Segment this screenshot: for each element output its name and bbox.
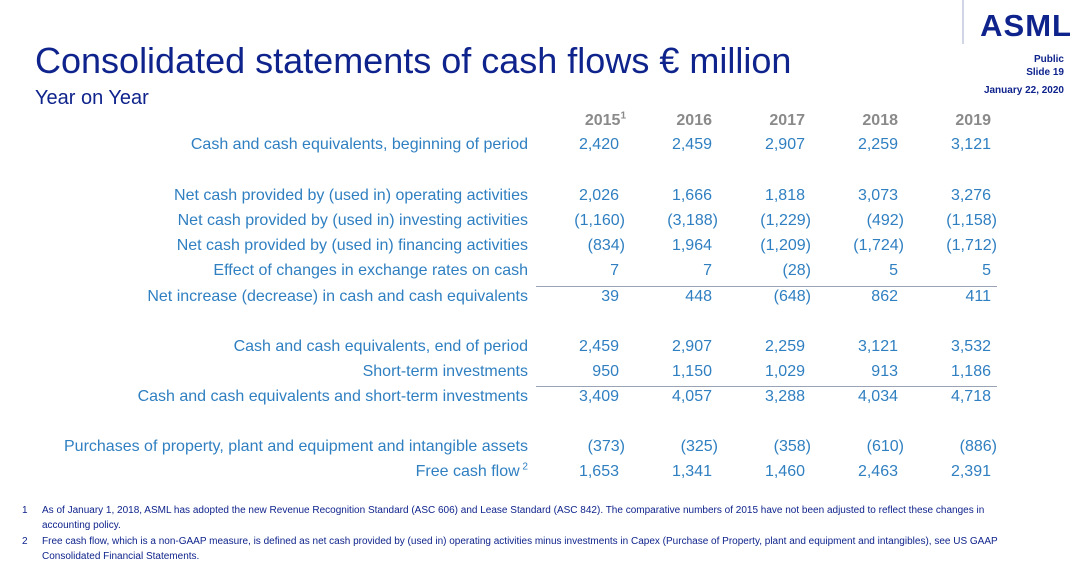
table-row xyxy=(0,388,1080,410)
table-row xyxy=(0,212,1080,234)
footnote-number: 1 xyxy=(22,505,28,516)
row-label: Net cash provided by (used in) financing activities xyxy=(176,237,528,254)
cell-value: 1,150 xyxy=(671,363,712,380)
cell-value: (1,209) xyxy=(760,237,811,254)
cell-value: 1,653 xyxy=(578,463,619,480)
cell-value: 3,121 xyxy=(857,338,898,355)
cell-value: (373) xyxy=(587,438,625,455)
cell-value: 2,420 xyxy=(578,136,619,153)
cell-value: (610) xyxy=(866,438,904,455)
cell-value: 4,718 xyxy=(950,388,991,405)
cell-value: (1,158) xyxy=(946,212,997,229)
cell-value: 2,259 xyxy=(857,136,898,153)
cell-value: (886) xyxy=(959,438,997,455)
cell-value: 1,460 xyxy=(764,463,805,480)
cell-value: 39 xyxy=(601,288,619,305)
row-label: Cash and cash equivalents and short-term investments xyxy=(137,388,528,405)
slide-date: January 22, 2020 xyxy=(983,85,1064,96)
page-subtitle: Year on Year xyxy=(35,87,149,109)
cell-value: (1,712) xyxy=(946,237,997,254)
table-row xyxy=(0,363,1080,385)
column-header-2015 xyxy=(546,112,626,130)
column-year: 2018 xyxy=(862,112,898,129)
cell-value: 1,818 xyxy=(764,187,805,204)
cell-value: 2,259 xyxy=(764,338,805,355)
cell-value: (1,724) xyxy=(853,237,904,254)
slide-number: Slide 19 xyxy=(1026,67,1064,78)
cell-value: 3,532 xyxy=(950,338,991,355)
column-header-2016 xyxy=(632,112,712,130)
table-row xyxy=(0,262,1080,284)
column-header-2019 xyxy=(911,112,991,130)
cell-value: 2,459 xyxy=(578,338,619,355)
cell-value: 1,341 xyxy=(671,463,712,480)
cell-value: (1,229) xyxy=(760,212,811,229)
row-footnote-ref: 2 xyxy=(519,461,528,473)
cell-value: 3,073 xyxy=(857,187,898,204)
page-title: Consolidated statements of cash flows € million xyxy=(35,40,792,81)
cell-value: (358) xyxy=(773,438,811,455)
cell-value: 3,288 xyxy=(764,388,805,405)
cell-value: 5 xyxy=(982,262,991,279)
cell-value: (28) xyxy=(782,262,811,279)
column-year: 2017 xyxy=(769,112,805,129)
cell-value: 2,459 xyxy=(671,136,712,153)
cell-value: 5 xyxy=(889,262,898,279)
cell-value: 3,409 xyxy=(578,388,619,405)
subtotal-rule-2 xyxy=(536,386,997,387)
subtotal-rule-1 xyxy=(536,286,997,287)
column-year: 2016 xyxy=(676,112,712,129)
row-label: Purchases of property, plant and equipment and intangible assets xyxy=(64,438,528,455)
column-footnote-ref: 1 xyxy=(620,110,626,122)
row-label: Cash and cash equivalents, beginning of period xyxy=(190,136,528,153)
cell-value: 1,029 xyxy=(764,363,805,380)
cell-value: 2,907 xyxy=(764,136,805,153)
cell-value: 411 xyxy=(965,288,991,305)
table-row xyxy=(0,237,1080,259)
row-label: Net cash provided by (used in) investing activities xyxy=(177,212,528,229)
cell-value: 862 xyxy=(871,288,898,305)
row-label: Short-term investments xyxy=(362,363,528,380)
cell-value: 448 xyxy=(685,288,712,305)
cell-value: 4,034 xyxy=(857,388,898,405)
row-label: Net increase (decrease) in cash and cash equivalents xyxy=(147,288,528,305)
cell-value: (492) xyxy=(866,212,904,229)
row-label: Net cash provided by (used in) operating activities xyxy=(174,187,528,204)
cell-value: 913 xyxy=(871,363,898,380)
table-row xyxy=(0,463,1080,485)
cell-value: 7 xyxy=(703,262,712,279)
column-year: 2015 xyxy=(584,112,621,129)
footnote-number: 2 xyxy=(22,536,28,547)
row-label: Free cash flow $^2$ xyxy=(415,461,528,480)
cell-value: (834) xyxy=(587,237,625,254)
cell-value: (3,188) xyxy=(667,212,718,229)
asml-logo: ASML xyxy=(980,8,1072,43)
cell-value: 1,964 xyxy=(671,237,712,254)
table-row xyxy=(0,187,1080,209)
cell-value: 1,666 xyxy=(671,187,712,204)
cell-value: 4,057 xyxy=(671,388,712,405)
table-row xyxy=(0,288,1080,310)
table-row xyxy=(0,438,1080,460)
cell-value: 2,907 xyxy=(671,338,712,355)
cell-value: 3,121 xyxy=(950,136,991,153)
cell-value: (325) xyxy=(680,438,718,455)
row-label: Effect of changes in exchange rates on cash xyxy=(213,262,528,279)
row-label: Cash and cash equivalents, end of period xyxy=(233,338,528,355)
cell-value: 2,463 xyxy=(857,463,898,480)
footnote-text: Free cash flow, which is a non-GAAP measure, is defined as net cash provided by (used in) operating activities minus investments in Capex (Purchase of Property, plant and equipment and intangibles), see US GAAP Consolidated Financial Statements. xyxy=(42,536,998,562)
column-header-2017 xyxy=(725,112,805,130)
cell-value: 950 xyxy=(592,363,619,380)
table-row xyxy=(0,338,1080,360)
column-header-2018 xyxy=(818,112,898,130)
classification-label: Public xyxy=(1033,54,1064,65)
cell-value: 7 xyxy=(610,262,619,279)
footnote-text: As of January 1, 2018, ASML has adopted the new Revenue Recognition Standard (ASC 606) and Lease Standard (ASC 842). The comparative numbers of 2015 have not been adjusted to reflect these changes in accounting policy. xyxy=(42,505,985,531)
cell-value: 3,276 xyxy=(950,187,991,204)
cell-value: 2,391 xyxy=(950,463,991,480)
logo-divider xyxy=(962,0,964,44)
cell-value: (1,160) xyxy=(574,212,625,229)
table-row xyxy=(0,136,1080,158)
cell-value: 2,026 xyxy=(578,187,619,204)
cell-value: 1,186 xyxy=(950,363,991,380)
cell-value: (648) xyxy=(773,288,811,305)
column-year: 2019 xyxy=(955,112,991,129)
